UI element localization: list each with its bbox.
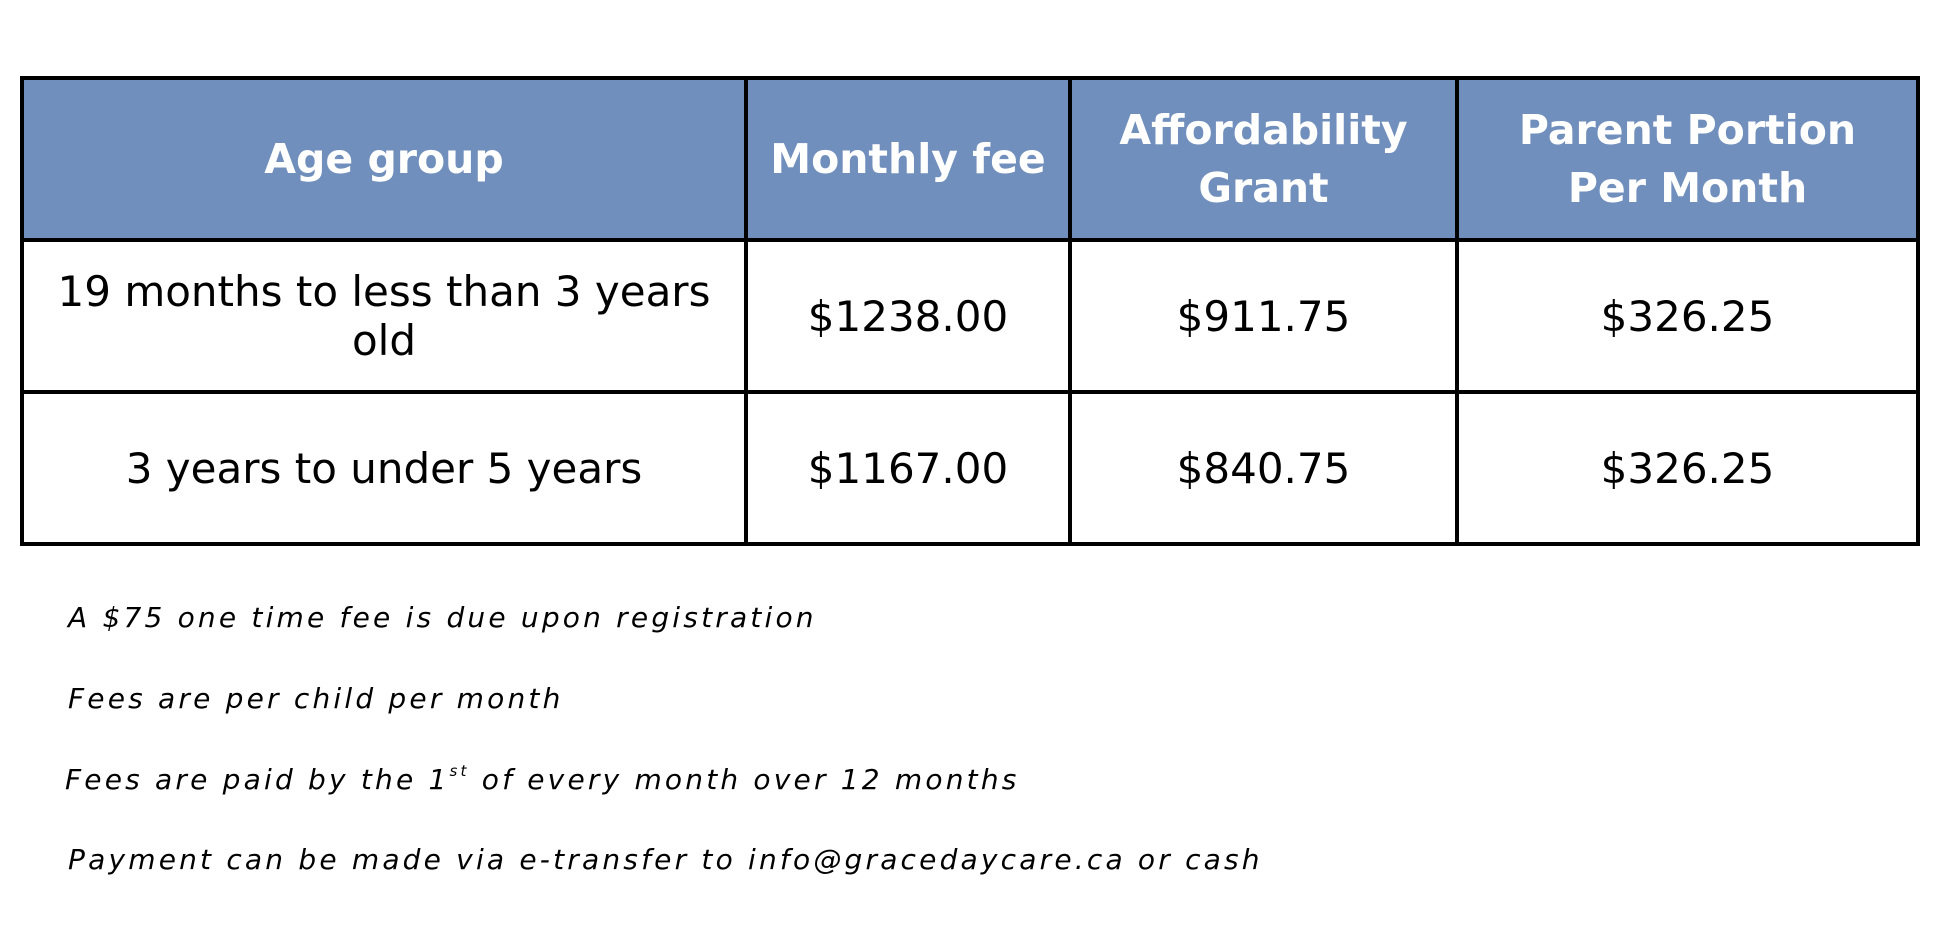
per-child-note: Fees are per child per month xyxy=(68,682,564,715)
cell-monthly-fee: $1238.00 xyxy=(746,240,1070,392)
header-affordability-grant: Affordability Grant xyxy=(1070,78,1457,240)
registration-fee-note: A $75 one time fee is due upon registration xyxy=(68,601,817,634)
cell-parent-portion: $326.25 xyxy=(1457,240,1918,392)
header-age-group: Age group xyxy=(22,78,746,240)
due-date-note xyxy=(65,762,1020,798)
payment-note: Payment can be made via e-transfer to info@gracedaycare.ca or cash xyxy=(68,843,1263,876)
table-header-row xyxy=(22,78,1918,240)
fee-table xyxy=(20,76,1920,546)
due-date-text: Fees are paid by the 1 xyxy=(65,763,450,796)
cell-affordability-grant: $911.75 xyxy=(1070,240,1457,392)
due-date-text-rest: of every month over 12 months xyxy=(469,763,1020,796)
cell-parent-portion: $326.25 xyxy=(1457,392,1918,544)
cell-age-group: 3 years to under 5 years xyxy=(22,392,746,544)
ordinal-suffix: st xyxy=(449,762,470,780)
table-row xyxy=(22,392,1918,544)
cell-age-group: 19 months to less than 3 years old xyxy=(22,240,746,392)
cell-monthly-fee: $1167.00 xyxy=(746,392,1070,544)
header-monthly-fee: Monthly fee xyxy=(746,78,1070,240)
cell-affordability-grant: $840.75 xyxy=(1070,392,1457,544)
table-row xyxy=(22,240,1918,392)
header-parent-portion: Parent Portion Per Month xyxy=(1457,78,1918,240)
